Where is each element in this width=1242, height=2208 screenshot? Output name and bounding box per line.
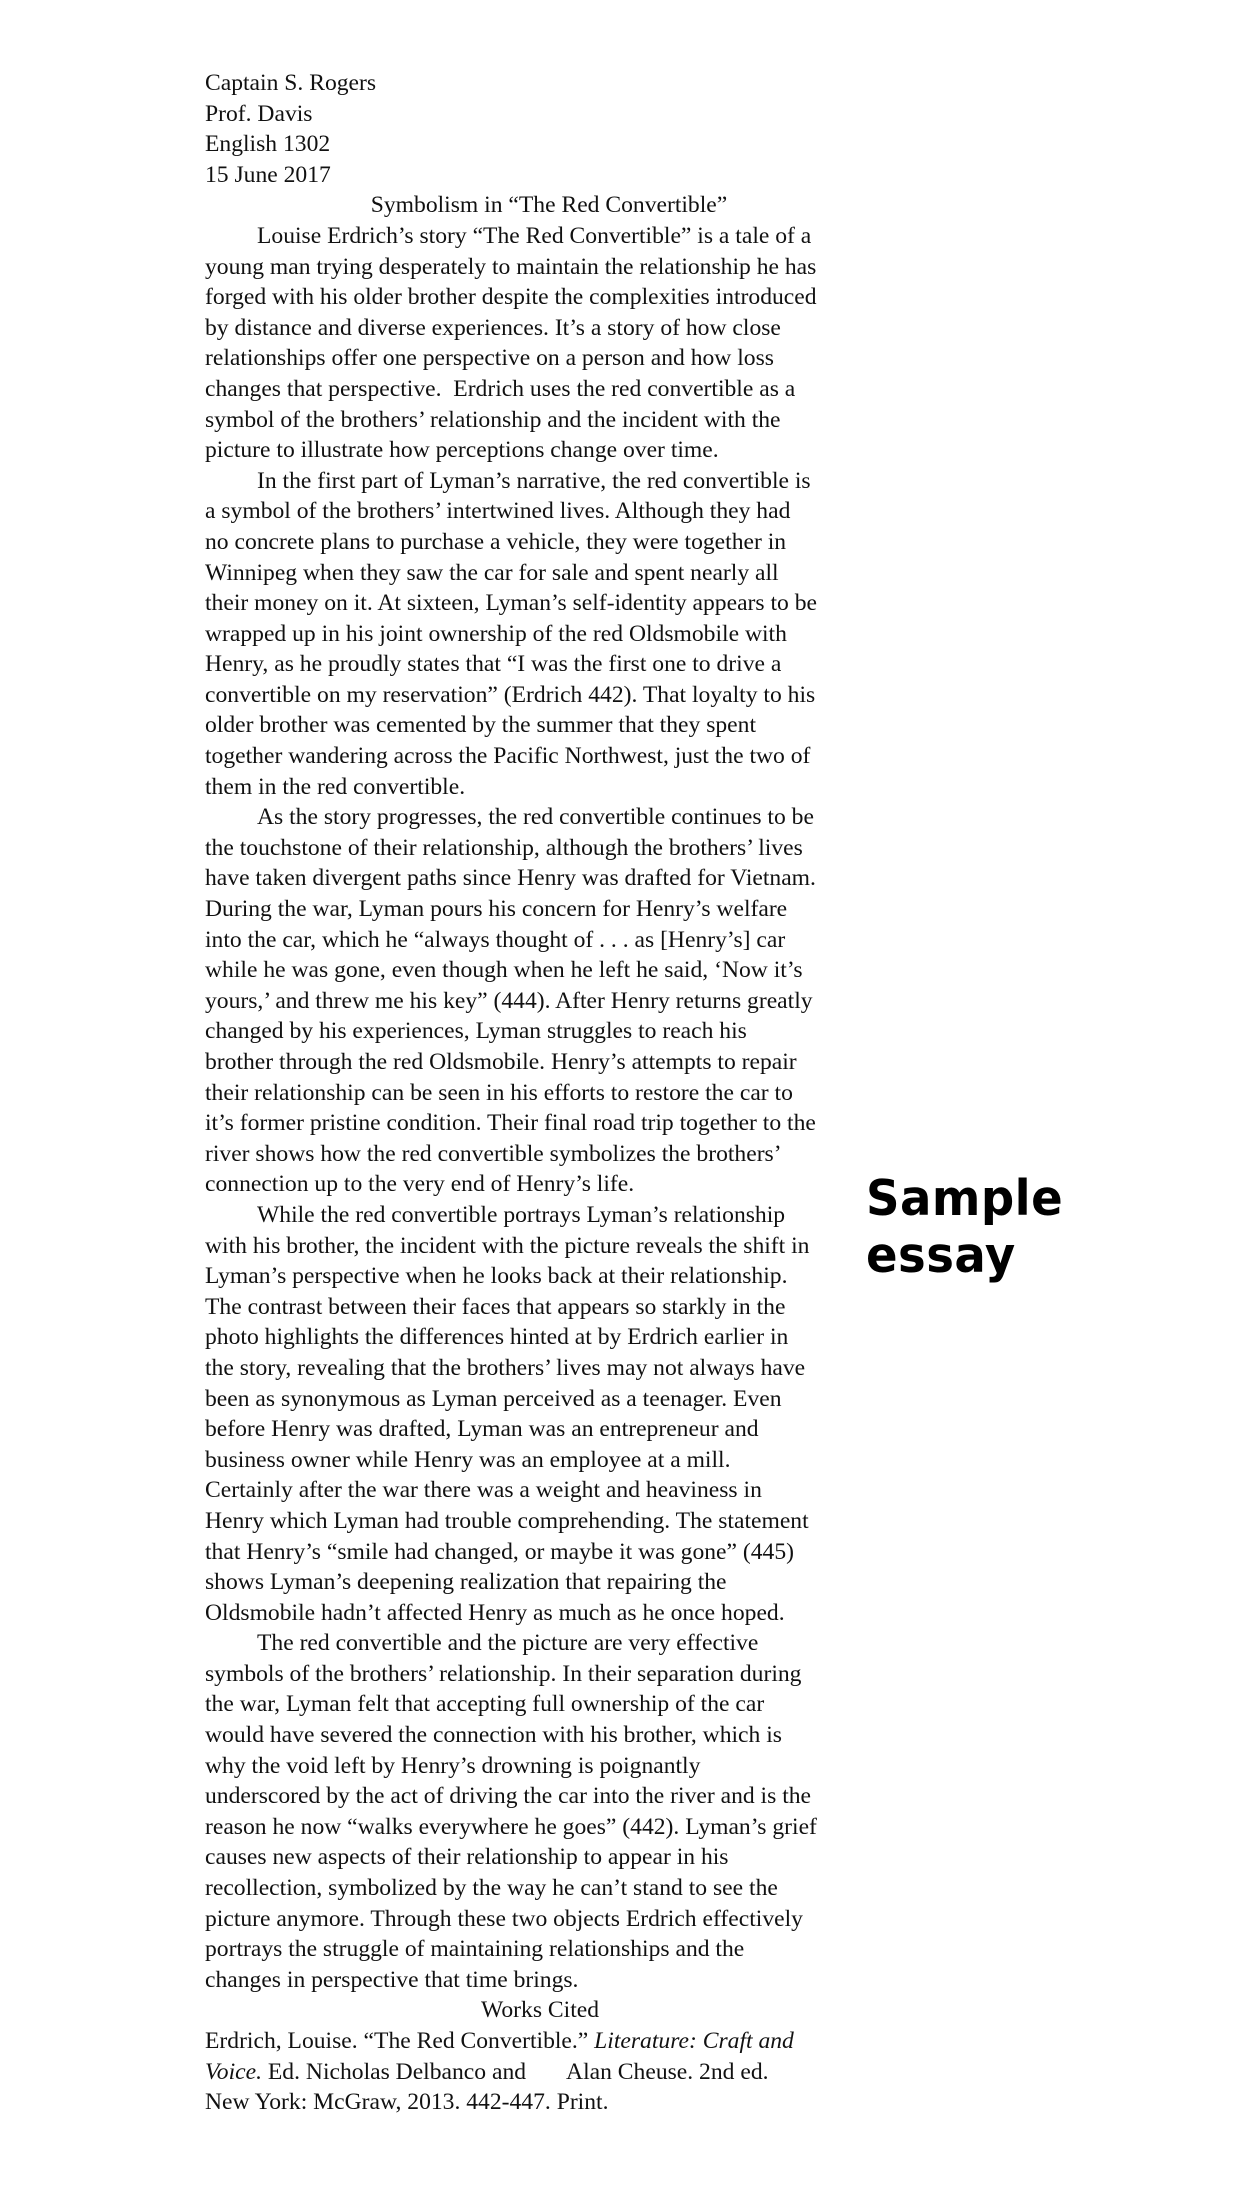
citation-author-title: Erdrich, Louise. “The Red Convertible.” bbox=[205, 2028, 595, 2054]
essay-paragraph bbox=[205, 1200, 905, 1628]
paragraph-line: changes that perspective. Erdrich uses the red convertible as a bbox=[205, 375, 796, 402]
paragraph-line: The red convertible and the picture are very effective bbox=[257, 1630, 759, 1657]
works-cited-heading: Works Cited bbox=[481, 1997, 600, 2024]
essay-paragraph bbox=[205, 466, 905, 803]
paragraph-line: The contrast between their faces that appears so starkly in the bbox=[205, 1293, 786, 1320]
paragraph-line: the war, Lyman felt that accepting full ownership of the car bbox=[205, 1691, 765, 1718]
paragraph-line: their relationship can be seen in his efforts to restore the car to bbox=[205, 1079, 793, 1106]
paragraph-line: while he was gone, even though when he left he said, ‘Now it’s bbox=[205, 957, 803, 984]
citation-line-3: New York: McGraw, 2013. 442-447. Print. bbox=[205, 2089, 609, 2116]
paragraph-line: symbols of the brothers’ relationship. In their separation during bbox=[205, 1660, 802, 1687]
paragraph-line: picture anymore. Through these two objects Erdrich effectively bbox=[205, 1905, 803, 1932]
paragraph-line: connection up to the very end of Henry’s life. bbox=[205, 1171, 635, 1198]
paragraph-line: them in the red convertible. bbox=[205, 773, 466, 800]
paragraph-line: portrays the struggle of maintaining relationships and the bbox=[205, 1936, 745, 1963]
paragraph-line: older brother was cemented by the summer that they spent bbox=[205, 712, 757, 739]
paragraph-line: with his brother, the incident with the picture reveals the shift in bbox=[205, 1232, 810, 1259]
essay-body bbox=[205, 221, 905, 1995]
paragraph-line: recollection, symbolized by the way he can’t stand to see the bbox=[205, 1875, 778, 1902]
paragraph-line: Lyman’s perspective when he looks back at their relationship. bbox=[205, 1263, 788, 1290]
paragraph-line: their money on it. At sixteen, Lyman’s self-identity appears to be bbox=[205, 590, 817, 617]
essay-page bbox=[205, 68, 905, 2118]
paragraph-line: Henry which Lyman had trouble comprehending. The statement bbox=[205, 1507, 809, 1534]
paragraph-line: As the story progresses, the red convertible continues to be bbox=[257, 804, 814, 831]
paragraph-line: While the red convertible portrays Lyman’s relationship bbox=[257, 1201, 786, 1228]
paragraph-line: have taken divergent paths since Henry was drafted for Vietnam. bbox=[205, 865, 816, 892]
essay-paragraph bbox=[205, 802, 905, 1200]
sample-essay-label: Sample essay bbox=[866, 1170, 1064, 1284]
course-name: English 1302 bbox=[205, 131, 331, 158]
paragraph-line: shows Lyman’s deepening realization that repairing the bbox=[205, 1569, 727, 1596]
paragraph-line: river shows how the red convertible symbolizes the brothers’ bbox=[205, 1140, 782, 1167]
paragraph-line: picture to illustrate how perceptions change over time. bbox=[205, 437, 719, 464]
essay-date: 15 June 2017 bbox=[205, 161, 331, 188]
essay-paragraph bbox=[205, 1628, 905, 1995]
paragraph-line: In the first part of Lyman’s narrative, the red convertible is bbox=[257, 467, 811, 494]
paragraph-line: forged with his older brother despite the complexities introduced bbox=[205, 284, 817, 311]
works-cited-entry bbox=[205, 2026, 905, 2118]
paragraph-line: it’s former pristine condition. Their final road trip together to the bbox=[205, 1110, 816, 1137]
paragraph-line: changes in perspective that time brings. bbox=[205, 1966, 579, 1993]
paragraph-line: yours,’ and threw me his key” (444). After Henry returns greatly bbox=[205, 987, 813, 1014]
paragraph-line: before Henry was drafted, Lyman was an entrepreneur and bbox=[205, 1416, 759, 1443]
paragraph-line: been as synonymous as Lyman perceived as a teenager. Even bbox=[205, 1385, 782, 1412]
paragraph-line: wrapped up in his joint ownership of the red Oldsmobile with bbox=[205, 620, 787, 647]
citation-editors: Ed. Nicholas Delbanco and bbox=[262, 2058, 527, 2085]
paragraph-line: the story, revealing that the brothers’ lives may not always have bbox=[205, 1354, 806, 1381]
paragraph-line: underscored by the act of driving the car into the river and is the bbox=[205, 1783, 812, 1810]
essay-paragraph bbox=[205, 221, 905, 466]
paragraph-line: Oldsmobile hadn’t affected Henry as much as he once hoped. bbox=[205, 1599, 785, 1626]
paragraph-line: brother through the red Oldsmobile. Henry’s attempts to repair bbox=[205, 1049, 797, 1075]
paragraph-line: no concrete plans to purchase a vehicle, they were together in bbox=[205, 528, 787, 555]
paragraph-line: into the car, which he “always thought of . . . as [Henry’s] car bbox=[205, 926, 786, 953]
citation-line-1 bbox=[205, 2026, 905, 2057]
essay-header bbox=[205, 68, 905, 190]
paragraph-line: reason he now “walks everywhere he goes” (442). Lyman’s grief bbox=[205, 1813, 817, 1840]
paragraph-line: symbol of the brothers’ relationship and the incident with the bbox=[205, 406, 781, 433]
citation-book-title-cont: Voice. bbox=[205, 2058, 262, 2085]
paragraph-line: Henry, as he proudly states that “I was the first one to drive a bbox=[205, 651, 782, 678]
citation-line-2 bbox=[205, 2057, 905, 2088]
paragraph-line: convertible on my reservation” (Erdrich 442). That loyalty to his bbox=[205, 681, 816, 708]
paragraph-line: causes new aspects of their relationship to appear in his bbox=[205, 1844, 729, 1871]
paragraph-line: why the void left by Henry’s drowning is poignantly bbox=[205, 1752, 701, 1779]
author-name: Captain S. Rogers bbox=[205, 70, 377, 96]
paragraph-line: photo highlights the differences hinted at by Erdrich earlier in bbox=[205, 1324, 789, 1351]
paragraph-line: Certainly after the war there was a weight and heaviness in bbox=[205, 1477, 762, 1504]
paragraph-line: by distance and diverse experiences. It’s a story of how close bbox=[205, 314, 781, 341]
paragraph-line: that Henry’s “smile had changed, or maybe it was gone” (445) bbox=[205, 1538, 795, 1565]
paragraph-line: During the war, Lyman pours his concern for Henry’s welfare bbox=[205, 896, 788, 923]
paragraph-line: changed by his experiences, Lyman struggles to reach his bbox=[205, 1018, 747, 1045]
paragraph-line: would have severed the connection with his brother, which is bbox=[205, 1722, 782, 1749]
instructor-name: Prof. Davis bbox=[205, 100, 313, 127]
paragraph-line: the touchstone of their relationship, although the brothers’ lives bbox=[205, 834, 803, 861]
paragraph-line: Winnipeg when they saw the car for sale and spent nearly all bbox=[205, 559, 779, 586]
paragraph-line: young man trying desperately to maintain the relationship he has bbox=[205, 253, 817, 280]
citation-editors-cont: Alan Cheuse. 2nd ed. bbox=[566, 2058, 769, 2085]
paragraph-line: a symbol of the brothers’ intertwined lives. Although they had bbox=[205, 498, 791, 525]
paragraph-line: together wandering across the Pacific Northwest, just the two of bbox=[205, 743, 811, 770]
essay-title: Symbolism in “The Red Convertible” bbox=[370, 192, 728, 219]
paragraph-line: relationships offer one perspective on a person and how loss bbox=[205, 345, 774, 372]
paragraph-line: Louise Erdrich’s story “The Red Convertible” is a tale of a bbox=[257, 222, 812, 249]
paragraph-line: business owner while Henry was an employee at a mill. bbox=[205, 1446, 731, 1473]
citation-book-title: Literature: Craft and bbox=[594, 2028, 794, 2054]
